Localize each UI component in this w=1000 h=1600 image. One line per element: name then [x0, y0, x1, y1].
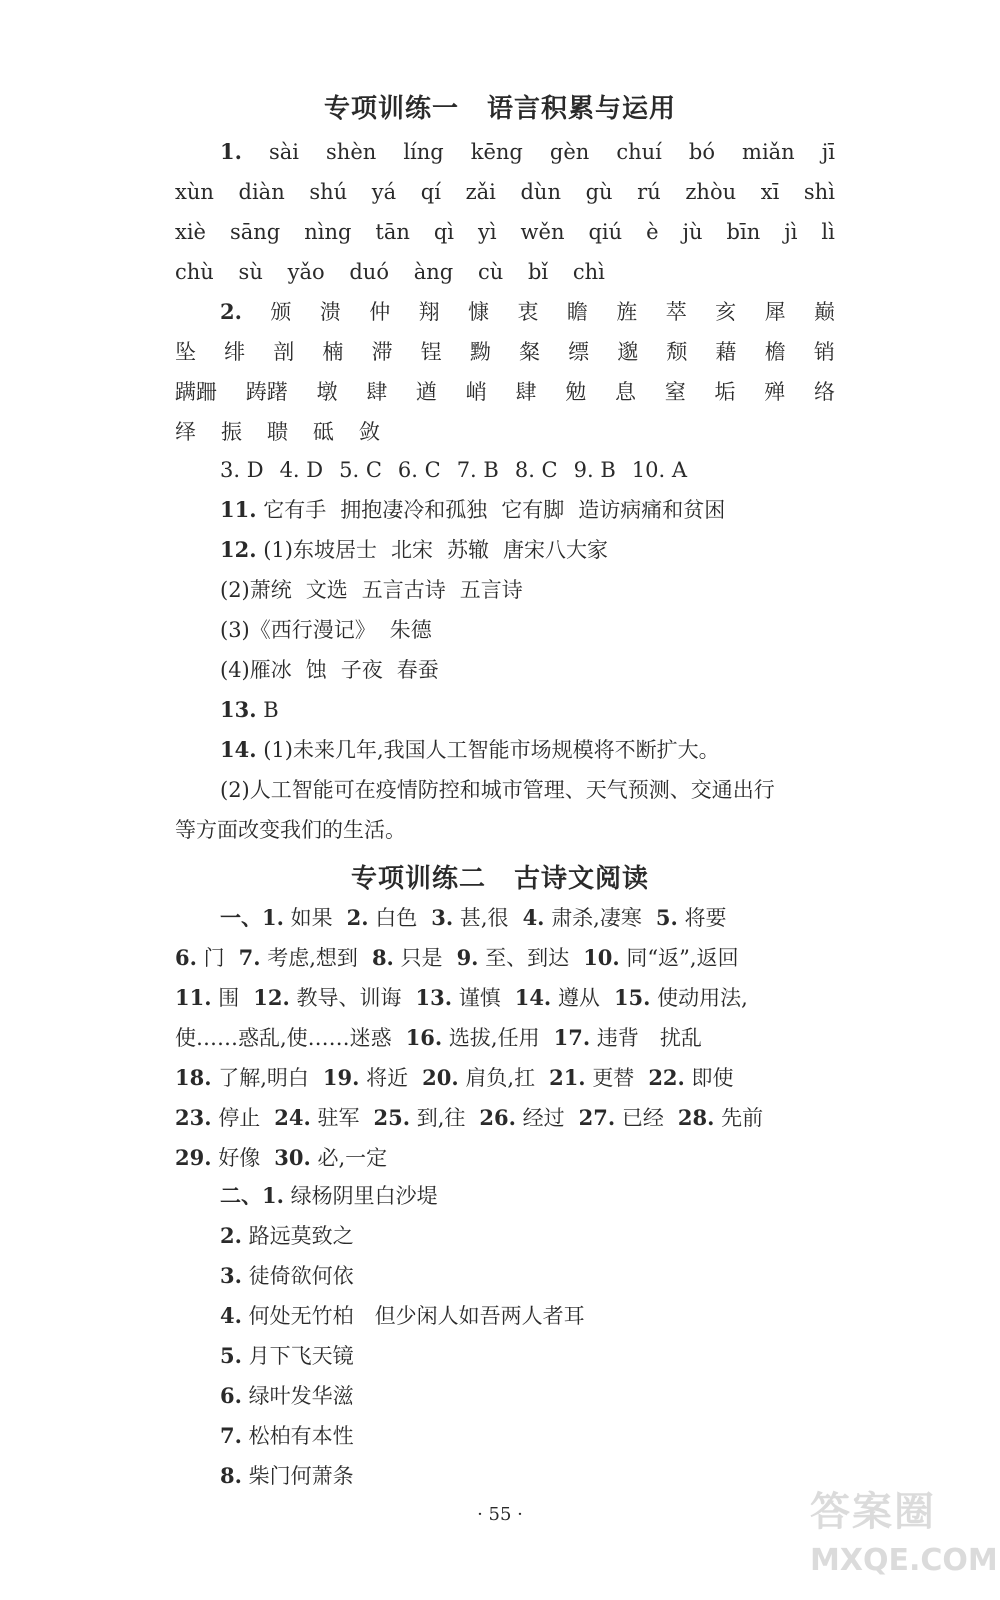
answer-segment: (2)萧统: [220, 578, 292, 602]
item-text: 更替: [592, 1066, 635, 1090]
q13-number: 13.: [220, 697, 257, 722]
hanzi-answer: 踌躇: [245, 380, 288, 404]
definition-item: [274, 1144, 387, 1172]
definition-item: [431, 904, 508, 932]
pinyin-syllable: cù: [477, 260, 504, 284]
q12-number: 12.: [220, 537, 257, 562]
item-text: 停止: [218, 1106, 261, 1130]
item-number: 11.: [175, 985, 212, 1010]
item-number: 7.: [238, 945, 261, 970]
pinyin-syllable: jù: [682, 220, 703, 244]
part-label: 二、: [220, 1183, 262, 1208]
mc-answer: 9. B: [573, 458, 616, 482]
definition-item: [262, 904, 333, 932]
answer-segment: 北宋: [390, 538, 433, 562]
watermark-text-top: 答案圈: [810, 1489, 936, 1535]
item-number: 22.: [648, 1065, 685, 1090]
hanzi-answer: 销: [813, 340, 835, 364]
definition-item: [549, 1064, 634, 1092]
item-number: 10.: [583, 945, 620, 970]
hanzi-answer: 巅: [814, 300, 835, 324]
pinyin-syllable: sāng: [229, 220, 281, 244]
hanzi-answer: 蹒跚: [175, 380, 217, 404]
q11-answer: [220, 496, 835, 524]
poem-line-answer: [220, 1302, 835, 1330]
item-number: 14.: [514, 985, 552, 1010]
pinyin-syllable: rú: [637, 180, 661, 204]
q14-part-2-text: (2)人工智能可在疫情防控和城市管理、天气预测、交通出行: [220, 778, 775, 802]
item-number: 9.: [456, 945, 479, 970]
definition-item: [479, 1104, 564, 1132]
answer-segment: 文选: [305, 578, 348, 602]
item-text: 选拔,任用: [448, 1026, 540, 1050]
hanzi-answer: 滞: [371, 340, 393, 364]
answer-segment: (4)雁冰: [220, 658, 292, 682]
poem-line-answer: [220, 1422, 835, 1450]
definition-item: [175, 984, 239, 1012]
item-text: 经过: [522, 1106, 565, 1130]
item-number: 15.: [613, 985, 651, 1010]
hanzi-answer: 翔: [418, 300, 440, 324]
item-text: 到,往: [416, 1106, 466, 1130]
pinyin-syllable: líng: [403, 140, 444, 164]
q13-value: B: [263, 698, 279, 722]
definition-item: [347, 904, 418, 932]
hanzi-answer: 萃: [665, 300, 687, 324]
hanzi-answer: 剖: [273, 340, 295, 364]
hanzi-answer: 仲: [369, 300, 391, 324]
item-text: 谨慎: [458, 986, 501, 1010]
pinyin-syllable: bǐ: [527, 260, 549, 284]
q12-part-3: [220, 616, 835, 644]
definition-row: [175, 1024, 835, 1052]
hanzi-answer: 缥: [568, 340, 590, 364]
answer-segment: 它有脚: [501, 498, 565, 522]
pinyin-syllable: qí: [420, 180, 441, 204]
hanzi-answer: 邈: [617, 340, 639, 364]
section-1-title: [0, 88, 1000, 125]
definition-item: [373, 1104, 465, 1132]
item-number: 4.: [220, 1303, 242, 1328]
item-text: 如果: [290, 906, 333, 930]
definition-item: [175, 1144, 260, 1172]
item-number: 8.: [371, 945, 394, 970]
q3-10-answers: [220, 456, 835, 484]
item-number: 30.: [274, 1145, 311, 1170]
pinyin-syllable: sù: [238, 260, 263, 284]
poem-line-answer: [220, 1462, 835, 1490]
q14-part-1-text: (1)未来几年,我国人工智能市场规模将不断扩大。: [263, 738, 720, 762]
section-1-title-a: 专项训练一: [323, 94, 459, 124]
item-text: 甚,很: [459, 906, 509, 930]
q1-row-4: [175, 258, 605, 286]
pinyin-syllable: tān: [375, 220, 410, 244]
item-number: 5.: [220, 1343, 242, 1368]
item-text: 至、到达: [485, 946, 570, 970]
mc-answer: 10. A: [631, 458, 688, 482]
item-number: 2.: [220, 1223, 242, 1248]
hanzi-answer: 溃: [319, 300, 341, 324]
pinyin-syllable: shú: [309, 180, 348, 204]
definition-item: [648, 1064, 733, 1092]
pinyin-syllable: lì: [821, 220, 835, 244]
hanzi-answer: 垢: [714, 380, 736, 404]
item-number: 6.: [220, 1383, 242, 1408]
hanzi-answer: 黝: [469, 340, 491, 364]
answer-segment: (3)《西行漫记》: [220, 618, 376, 642]
hanzi-answer: 檐: [764, 340, 786, 364]
item-text: 白色: [375, 906, 418, 930]
item-text: 使……惑乱,使……迷惑: [175, 1026, 392, 1050]
mc-answer: 4. D: [279, 458, 324, 482]
pinyin-syllable: shì: [803, 180, 835, 204]
definition-item: [175, 1104, 260, 1132]
pinyin-syllable: jì: [784, 220, 798, 244]
definition-item: [372, 944, 443, 972]
answer-segment: 它有手: [263, 498, 327, 522]
hanzi-answer: 砥: [313, 420, 334, 444]
hanzi-answer: 窒: [664, 380, 686, 404]
hanzi-answer: 振: [221, 420, 242, 444]
definition-row: [175, 984, 835, 1012]
definition-item: [175, 1064, 309, 1092]
item-text: 肩负,扛: [465, 1066, 536, 1090]
section-1-title-b: 语言积累与运用: [487, 94, 677, 124]
q14-part-2a: [220, 776, 835, 804]
item-text: 路远莫致之: [248, 1224, 354, 1248]
item-text: 违背 扰乱: [596, 1026, 702, 1050]
pinyin-syllable: gù: [585, 180, 613, 204]
item-text: 了解,明白: [218, 1066, 309, 1090]
item-text: 只是: [400, 946, 443, 970]
item-number: 4.: [522, 905, 545, 930]
item-text: 绿杨阴里白沙堤: [290, 1184, 438, 1208]
answer-segment: 蚀: [305, 658, 327, 682]
definition-item: [583, 944, 738, 972]
item-text: 将要: [684, 906, 727, 930]
answer-segment: 苏辙: [446, 538, 489, 562]
definition-row: [220, 904, 835, 932]
item-text: 先前: [721, 1106, 764, 1130]
pinyin-syllable: yì: [477, 220, 497, 244]
poem-line-answer: [220, 1262, 835, 1290]
item-text: 何处无竹柏 但少闲人如吾两人者耳: [248, 1304, 585, 1328]
item-number: 3.: [220, 1263, 242, 1288]
item-text: 围: [218, 986, 240, 1010]
definition-item: [422, 1064, 535, 1092]
q2-row-4: [175, 418, 835, 446]
pinyin-syllable: bīn: [726, 220, 761, 244]
item-text: 将近: [366, 1066, 409, 1090]
section-2-title: [0, 858, 1000, 895]
mc-answer: 5. C: [339, 458, 382, 482]
item-number: 21.: [549, 1065, 586, 1090]
section-2-title-b: 古诗文阅读: [514, 864, 650, 894]
pinyin-syllable: chù: [175, 260, 214, 284]
hanzi-answer: 绯: [224, 340, 246, 364]
item-number: 23.: [175, 1105, 212, 1130]
item-text: 教导、训诲: [296, 986, 402, 1010]
pinyin-syllable: zhòu: [685, 180, 737, 204]
hanzi-answer: 颓: [666, 340, 688, 364]
item-text: 驻军: [317, 1106, 360, 1130]
q2-row-3: [175, 378, 835, 406]
definition-row: [175, 944, 835, 972]
item-text: 松柏有本性: [248, 1424, 354, 1448]
item-number: 2.: [346, 905, 369, 930]
item-number: 16.: [405, 1025, 443, 1050]
item-number: 7.: [220, 1423, 242, 1448]
definition-item: [415, 984, 500, 1012]
poem-line-answer: [220, 1382, 835, 1410]
item-number: 1.: [262, 1183, 284, 1208]
item-text: 使动用法,: [657, 986, 748, 1010]
definition-item: [239, 944, 358, 972]
pinyin-syllable: xiè: [175, 220, 206, 244]
pinyin-syllable: chuí: [616, 140, 662, 164]
answer-segment: 拥抱凄冷和孤独: [340, 498, 488, 522]
answer-segment: 朱德: [389, 618, 432, 642]
hanzi-answer: 坠: [175, 340, 196, 364]
pinyin-syllable: duó: [349, 260, 389, 284]
hanzi-answer: 锃: [420, 340, 442, 364]
pinyin-syllable: àng: [413, 260, 454, 284]
definition-item: [656, 904, 727, 932]
pinyin-syllable: xùn: [175, 180, 214, 204]
mc-answer: 8. C: [514, 458, 558, 482]
item-text: 考虑,想到: [267, 946, 358, 970]
hanzi-answer: 聩: [267, 420, 288, 444]
mc-answer: 7. B: [456, 458, 499, 482]
q13-answer: [220, 696, 835, 724]
item-text: 必,一定: [317, 1146, 388, 1170]
definition-item: [175, 1024, 392, 1052]
q14-number: 14.: [220, 737, 257, 762]
q11-number: 11.: [220, 497, 257, 522]
pinyin-syllable: dùn: [520, 180, 561, 204]
definition-item: [614, 984, 748, 1012]
hanzi-answer: 衷: [517, 300, 539, 324]
answer-segment: 五言诗: [459, 578, 523, 602]
pinyin-syllable: qì: [433, 220, 455, 244]
hanzi-answer: 粲: [518, 340, 540, 364]
item-number: 1.: [262, 905, 284, 930]
mc-answer: 3. D: [220, 458, 264, 482]
q14-part-2b: [175, 816, 835, 844]
answer-segment: (1)东坡居士: [263, 538, 377, 562]
pinyin-syllable: yǎo: [287, 260, 325, 284]
definition-row: [175, 1104, 835, 1132]
hanzi-answer: 楠: [322, 340, 344, 364]
hanzi-answer: 勉: [565, 380, 587, 404]
hanzi-answer: 墩: [316, 380, 338, 404]
item-text: 柴门何萧条: [248, 1464, 354, 1488]
pinyin-syllable: shèn: [326, 140, 377, 164]
q12-part-1: [220, 536, 835, 564]
hanzi-answer: 颁: [270, 300, 292, 324]
item-number: 6.: [175, 945, 197, 970]
item-number: 17.: [553, 1025, 591, 1050]
q1-row-3: [175, 218, 835, 246]
hanzi-answer: 殚: [764, 380, 786, 404]
item-number: 12.: [253, 985, 290, 1010]
item-number: 28.: [677, 1105, 715, 1130]
item-text: 肃杀,凄寒: [551, 906, 642, 930]
item-text: 遵从: [557, 986, 600, 1010]
answer-segment: 唐宋八大家: [502, 538, 608, 562]
item-text: 月下飞天镜: [248, 1344, 354, 1368]
poem-line-answer: [220, 1182, 835, 1210]
item-text: 同“返”,返回: [626, 946, 739, 970]
definition-item: [523, 904, 642, 932]
item-text: 徒倚欲何依: [248, 1264, 354, 1288]
definition-item: [554, 1024, 702, 1052]
q12-part-2: [220, 576, 835, 604]
item-number: 20.: [422, 1065, 459, 1090]
definition-item: [406, 1024, 540, 1052]
pinyin-syllable: chì: [572, 260, 605, 284]
item-number: 18.: [175, 1065, 212, 1090]
answer-segment: 五言古诗: [361, 578, 446, 602]
watermark-logo: [810, 1480, 998, 1590]
q14-part-2-text-cont: 等方面改变我们的生活。: [175, 818, 406, 842]
definition-item: [323, 1064, 408, 1092]
item-text: 好像: [218, 1146, 261, 1170]
item-number: 24.: [274, 1105, 311, 1130]
pinyin-syllable: nìng: [304, 220, 352, 244]
hanzi-answer: 息: [615, 380, 636, 404]
hanzi-answer: 峭: [465, 380, 487, 404]
hanzi-answer: 慷: [468, 300, 490, 324]
pinyin-syllable: bó: [688, 140, 715, 164]
definition-item: [457, 944, 570, 972]
mc-answer: 6. C: [397, 458, 441, 482]
hanzi-answer: 遒: [416, 380, 437, 404]
answer-segment: 子夜: [340, 658, 383, 682]
watermark-text-bottom: MXQE.COM: [810, 1543, 998, 1578]
q2-number: 2.: [220, 299, 242, 324]
pinyin-syllable: jī: [821, 140, 835, 164]
pinyin-syllable: qiú: [588, 220, 623, 244]
item-number: 29.: [175, 1145, 212, 1170]
q14-part-1: [220, 736, 835, 764]
item-text: 即使: [691, 1066, 734, 1090]
poem-line-answer: [220, 1222, 835, 1250]
section-2-title-a: 专项训练二: [350, 864, 486, 894]
item-number: 27.: [578, 1105, 616, 1130]
item-number: 3.: [431, 905, 454, 930]
item-number: 26.: [479, 1105, 516, 1130]
pinyin-syllable: wěn: [520, 220, 565, 244]
q1-row-1: [220, 138, 835, 166]
item-text: 绿叶发华滋: [248, 1384, 354, 1408]
definition-row: [175, 1144, 835, 1172]
part-label: 一、: [220, 905, 262, 930]
hanzi-answer: 绎: [175, 420, 196, 444]
item-number: 25.: [373, 1105, 411, 1130]
definition-item: [579, 1104, 664, 1132]
item-number: 19.: [322, 1065, 360, 1090]
definition-item: [175, 944, 225, 972]
q1-number: 1.: [220, 139, 242, 164]
hanzi-answer: 藉: [715, 340, 737, 364]
hanzi-answer: 旌: [616, 300, 638, 324]
q12-part-4: [220, 656, 835, 684]
answer-segment: 造访病痛和贫困: [578, 498, 726, 522]
pinyin-syllable: sài: [268, 140, 299, 164]
item-number: 5.: [655, 905, 678, 930]
pinyin-syllable: zǎi: [465, 180, 496, 204]
definition-item: [678, 1104, 763, 1132]
hanzi-answer: 肆: [515, 380, 537, 404]
hanzi-answer: 瞻: [566, 300, 588, 324]
hanzi-answer: 亥: [715, 300, 737, 324]
hanzi-answer: 络: [814, 380, 835, 404]
hanzi-answer: 犀: [764, 300, 786, 324]
item-number: 13.: [415, 985, 453, 1010]
pinyin-syllable: è: [646, 220, 659, 244]
definition-item: [515, 984, 600, 1012]
poem-line-answer: [220, 1342, 835, 1370]
q2-row-2: [175, 338, 835, 366]
q2-row-1: [220, 298, 835, 326]
definition-item: [253, 984, 401, 1012]
pinyin-syllable: gèn: [549, 140, 590, 164]
pinyin-syllable: yá: [371, 180, 397, 204]
hanzi-answer: 敛: [359, 420, 380, 444]
item-text: 已经: [621, 1106, 664, 1130]
pinyin-syllable: miǎn: [742, 140, 795, 164]
q1-row-2: [175, 178, 835, 206]
definition-row: [175, 1064, 835, 1092]
answer-segment: 春蚕: [396, 658, 439, 682]
item-text: 门: [203, 946, 225, 970]
page-number: · 55 ·: [477, 1504, 523, 1525]
pinyin-syllable: xī: [760, 180, 780, 204]
pinyin-syllable: kēng: [470, 140, 523, 164]
hanzi-answer: 肆: [366, 380, 388, 404]
pinyin-syllable: diàn: [238, 180, 285, 204]
definition-item: [274, 1104, 359, 1132]
item-number: 8.: [220, 1463, 242, 1488]
